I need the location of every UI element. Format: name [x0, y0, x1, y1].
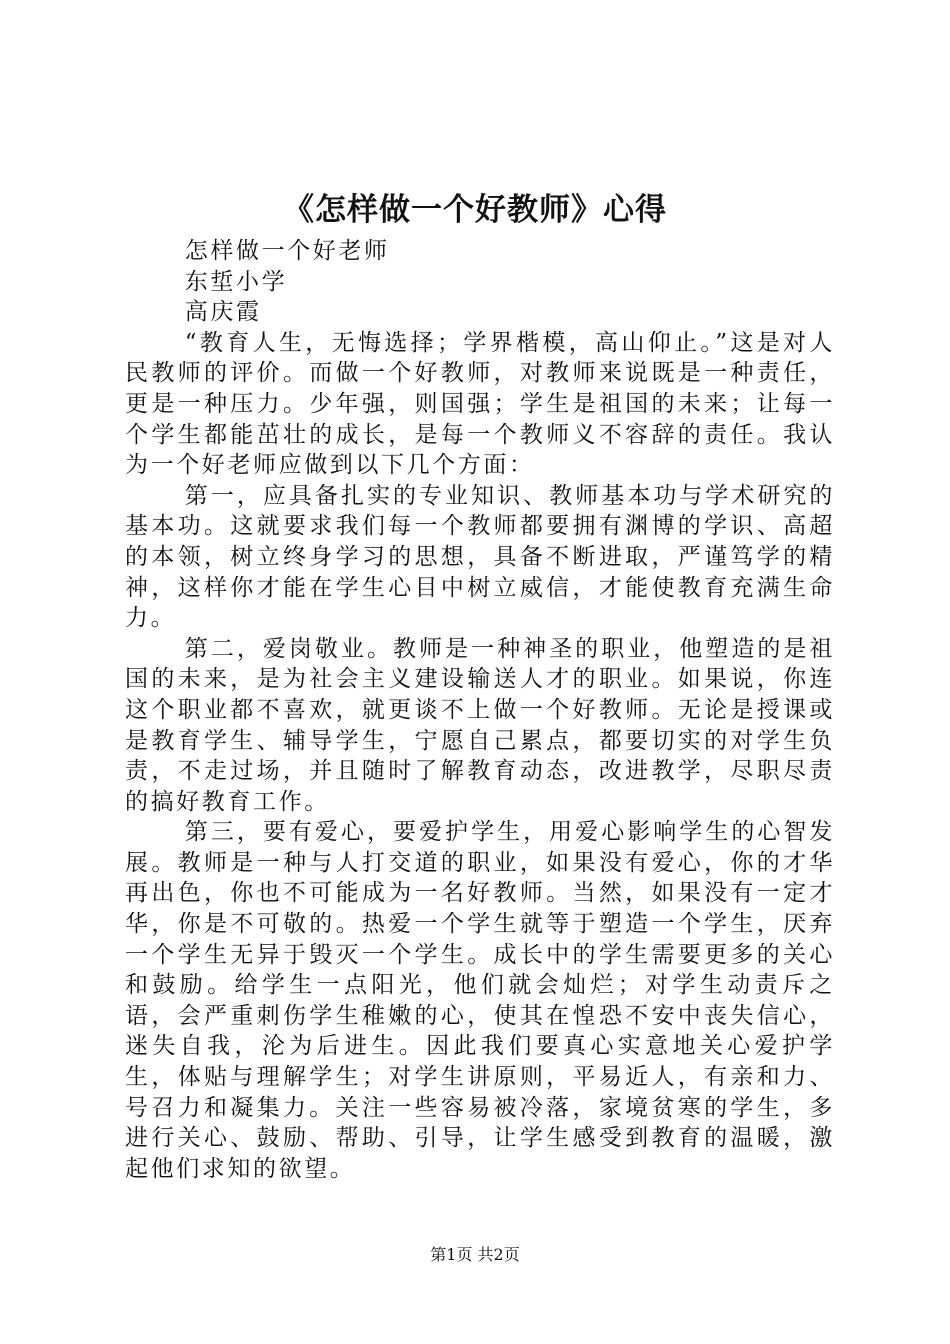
article-subtitle: 怎样做一个好老师 — [184, 238, 390, 264]
page-number-footer: 第1页 共2页 — [430, 1245, 520, 1264]
school-name: 东埑小学 — [184, 268, 288, 295]
paragraph-third-point: 第三，要有爱心，要爱护学生，用爱心影响学生的心智发展。教师是一种与人打交道的职业，如果没有爱心，你的才华再出色，你也不可能成为一名好教师。当然，如果没有一定才华，你是不可敬的。热爱一个学生就等于塑造一个学生，厌弃一个学生无异于毁灭一个学生。成长中的学生需要更多的关心和鼓励。给学生一点阳光，他们就会灿烂；对学生动责斥之语，会严重刺伤学生稚嫩的心，使其在惶恐不安中丧失信心，迷失自我，沦为后进生。因此我们要真心实意地关心爱护学生，体贴与理解学生；对学生讲原则，平易近人，有亲和力、号召力和凝集力。关注一些容易被冷落，家境贫寒的学生，多进行关心、鼓励、帮助、引导，让学生感受到教育的温暖，激起他们求知的欲望。 — [125, 819, 835, 1182]
paragraph-second-point: 第二，爱岗敬业。教师是一种神圣的职业，他塑造的是祖国的未来，是为社会主义建设输送人才的职业。如果说，你连这个职业都不喜欢，就更谈不上做一个好教师。无论是授课或是教育学生、辅导学生，宁愿自己累点，都要切实的对学生负责，不走过场，并且随时了解教育动态，改进教学，尽职尽责的搞好教育工作。 — [125, 635, 835, 815]
document-body — [125, 236, 835, 1184]
paragraph-first-point: 第一，应具备扎实的专业知识、教师基本功与学术研究的基本功。这就要求我们每一个教师都要拥有渊博的学识、高超的本领，树立终身学习的思想，具备不断进取，严谨笃学的精神，这样你才能在学生心目中树立威信，才能使教育充满生命力。 — [125, 482, 835, 632]
document-title: 《怎样做一个好教师》心得 — [283, 192, 667, 228]
author-name: 高庆霞 — [184, 299, 262, 326]
paragraph-intro: “教育人生，无悔选择；学界楷模，高山仰止。”这是对人民教师的评价。而做一个好教师，对教师来说既是一种责任，更是一种压力。少年强，则国强；学生是祖国的未来；让每一个学生都能茁壮的成长，是每一个教师义不容辞的责任。我认为一个好老师应做到以下几个方面： — [125, 329, 835, 479]
